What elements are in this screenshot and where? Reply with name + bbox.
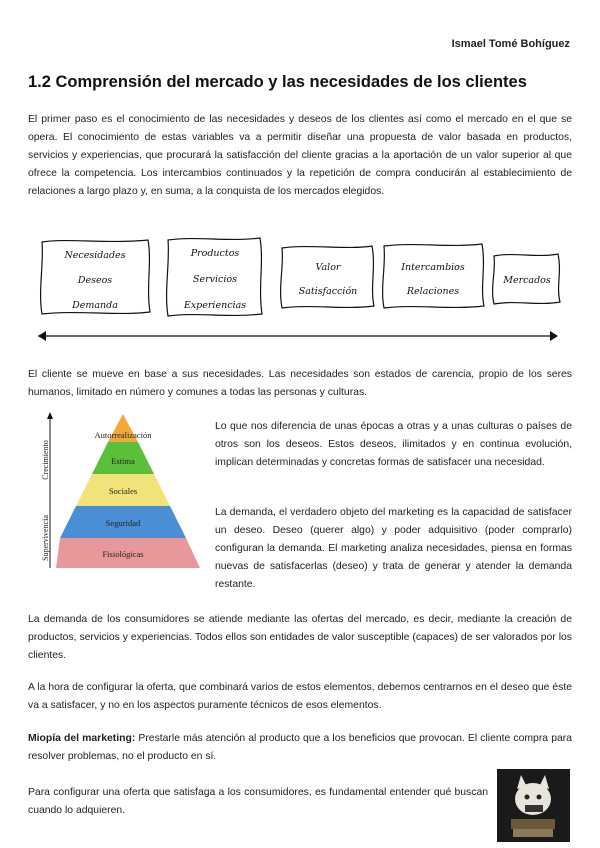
diagram-necesidades: Necesidades [64,250,126,261]
axis-crecimiento: Crecimiento [41,440,50,480]
concept-diagram [28,232,572,344]
cat-photo [497,769,570,842]
diagram-productos: Productos [190,248,240,259]
label-estima: Estima [111,456,135,466]
label-sociales: Sociales [108,486,138,496]
author-header: Ismael Tomé Bohíguez [451,38,570,50]
label-autorrealizacion: Autorrealización [94,430,152,440]
paragraph-demanda: La demanda, el verdadero objeto del marketing es la capacidad de satisfacer un deseo. Deseo (querer algo) y poder adquisitivo (poder comprarlo) configuran la demanda. El marketing analiza necesidades, piensa en formas nuevas de satisfacerlas (deseo) y trata de generar y atender la demanda restante. [215,507,572,590]
miopia-term: Miopía del marketing: [28,733,136,744]
paragraph-intro: El primer paso es el conocimiento de las necesidades y deseos de los clientes así como el mercado en el que se opera. El conocimiento de estas variables va a permitir diseñar una propuesta de valor basada en productos, servicios y experiencias, que procurará la satisfacción del cliente gracias a la aportación de un valor superior al que ofrece la competencia. Los intercambios continuados y la repetición de compra conducirán al establecimiento de relaciones a largo plazo y, en suma, a la conquista de los mercados elegidos. [28,114,572,197]
paragraph-deseos: Lo que nos diferencia de unas épocas a otras y a unas culturas o países de otros son los deseos. Estos deseos, ilimitados y en continua evolución, implican determinadas y concretas formas de satisfacer una necesidad. [215,421,572,468]
diagram-deseos: Deseos [77,275,113,286]
diagram-relaciones: Relaciones [406,286,460,297]
diagram-experiencias: Experiencias [183,300,247,311]
diagram-satisfaccion: Satisfacción [298,286,358,297]
section-title: 1.2 Comprensión del mercado y las necesidades de los clientes [28,73,527,91]
miopia-definition: Prestarle más atención al producto que a los beneficios que provocan. El cliente compra para resolver problemas, no el producto en sí. [28,733,572,762]
diagram-demanda: Demanda [72,300,118,311]
label-fisiologicas: Fisiológicas [102,549,144,559]
diagram-intercambios: Intercambios [401,262,465,273]
diagram-servicios: Servicios [192,274,238,285]
label-seguridad: Seguridad [105,518,141,528]
diagram-mercados: Mercados [503,275,551,286]
diagram-valor: Valor [315,262,341,273]
axis-supervivencia: Supervivencia [41,515,50,561]
paragraph-necesidades: El cliente se mueve en base a sus necesidades. Las necesidades son estados de carencia, propio de los seres humanos, limitado en número y comunes a todas las personas y culturas. [28,369,572,398]
paragraph-miopia [28,730,572,766]
paragraph-ofertas: La demanda de los consumidores se atiende mediante las ofertas del mercado, es decir, mediante la creación de productos, servicios y experiencias. Todos ellos son entidades de valor susceptible (capaces) de ser valorados por los clientes. [28,614,572,661]
maslow-pyramid [38,410,204,572]
paragraph-entender: Para configurar una oferta que satisfaga a los consumidores, es fundamental entender qué buscan cuando lo adquieren. [28,787,488,816]
paragraph-configurar-oferta: A la hora de configurar la oferta, que combinará varios de estos elementos, debemos centrarnos en el deseo que éste va a satisfacer, y no en los aspectos puramente técnicos de esos elementos. [28,682,572,711]
